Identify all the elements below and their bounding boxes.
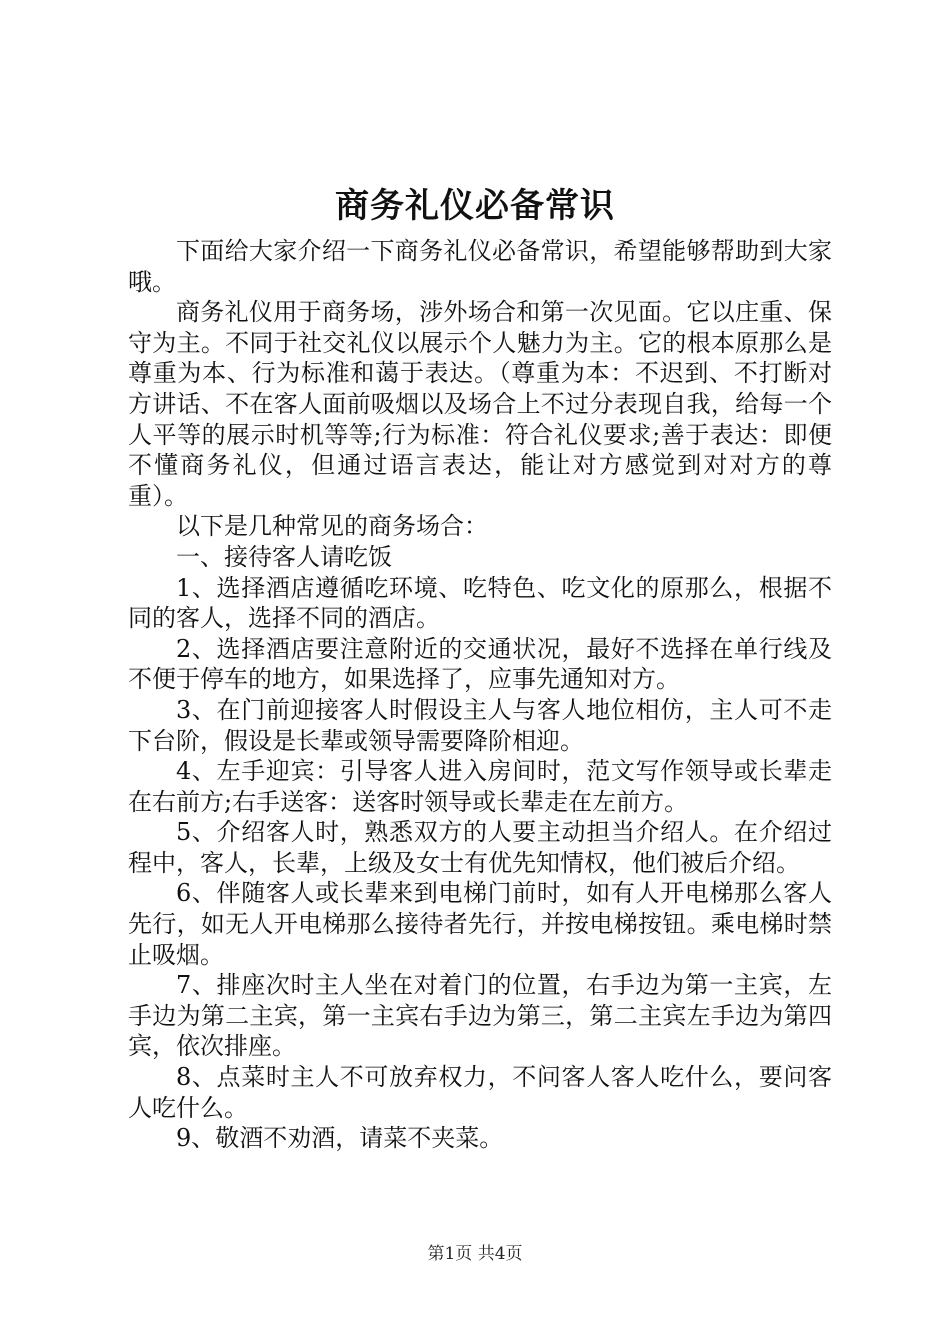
list-item: 8、点菜时主人不可放弃权力，不问客人客人吃什么，要问客人吃什么。 (128, 1063, 832, 1122)
list-item: 6、伴随客人或长辈来到电梯门前时，如有人开电梯那么客人先行，如无人开电梯那么接待者先行，并按电梯按钮。乘电梯时禁止吸烟。 (128, 879, 832, 969)
list-item: 3、在门前迎接客人时假设主人与客人地位相仿，主人可不走下台阶，假设是长辈或领导需要降阶相迎。 (128, 695, 832, 755)
document-body (128, 236, 832, 1154)
list-item: 7、排座次时主人坐在对着门的位置，右手边为第一主宾，左手边为第二主宾，第一主宾右手边为第三，第二主宾左手边为第四宾，依次排座。 (128, 971, 832, 1061)
list-item: 4、左手迎宾：引导客人进入房间时，范文写作领导或长辈走在右前方;右手送客：送客时领导或长辈走在左前方。 (128, 757, 832, 816)
section-heading: 一、接待客人请吃饭 (176, 542, 392, 571)
list-item: 9、敬酒不劝酒，请菜不夹菜。 (176, 1124, 504, 1153)
page-footer: 第1页 共4页 (427, 1244, 523, 1264)
paragraph: 下面给大家介绍一下商务礼仪必备常识，希望能够帮助到大家哦。 (128, 237, 832, 296)
paragraph: 以下是几种常见的商务场合： (176, 512, 488, 541)
paragraph: 商务礼仪用于商务场，涉外场合和第一次见面。它以庄重、保守为主。不同于社交礼仪以展示个人魅力为主。它的根本原那么是尊重为本、行为标准和蔼于表达。（尊重为本：不迟到、不打断对方讲话、不在客人面前吸烟以及场合上不过分表现自我，给每一个人平等的展示时机等等;行为标准：符合礼仪要求;善于表达：即便不懂商务礼仪，但通过语言表达，能让对方感觉到对对方的尊重）。 (128, 298, 832, 510)
list-item: 1、选择酒店遵循吃环境、吃特色、吃文化的原那么，根据不同的客人，选择不同的酒店。 (128, 573, 832, 633)
list-item: 2、选择酒店要注意附近的交通状况，最好不选择在单行线及不便于停车的地方，如果选择了，应事先通知对方。 (128, 634, 832, 694)
document-title: 商务礼仪必备常识 (335, 186, 615, 226)
list-item: 5、介绍客人时，熟悉双方的人要主动担当介绍人。在介绍过程中，客人，长辈，上级及女士有优先知情权，他们被后介绍。 (128, 818, 832, 877)
